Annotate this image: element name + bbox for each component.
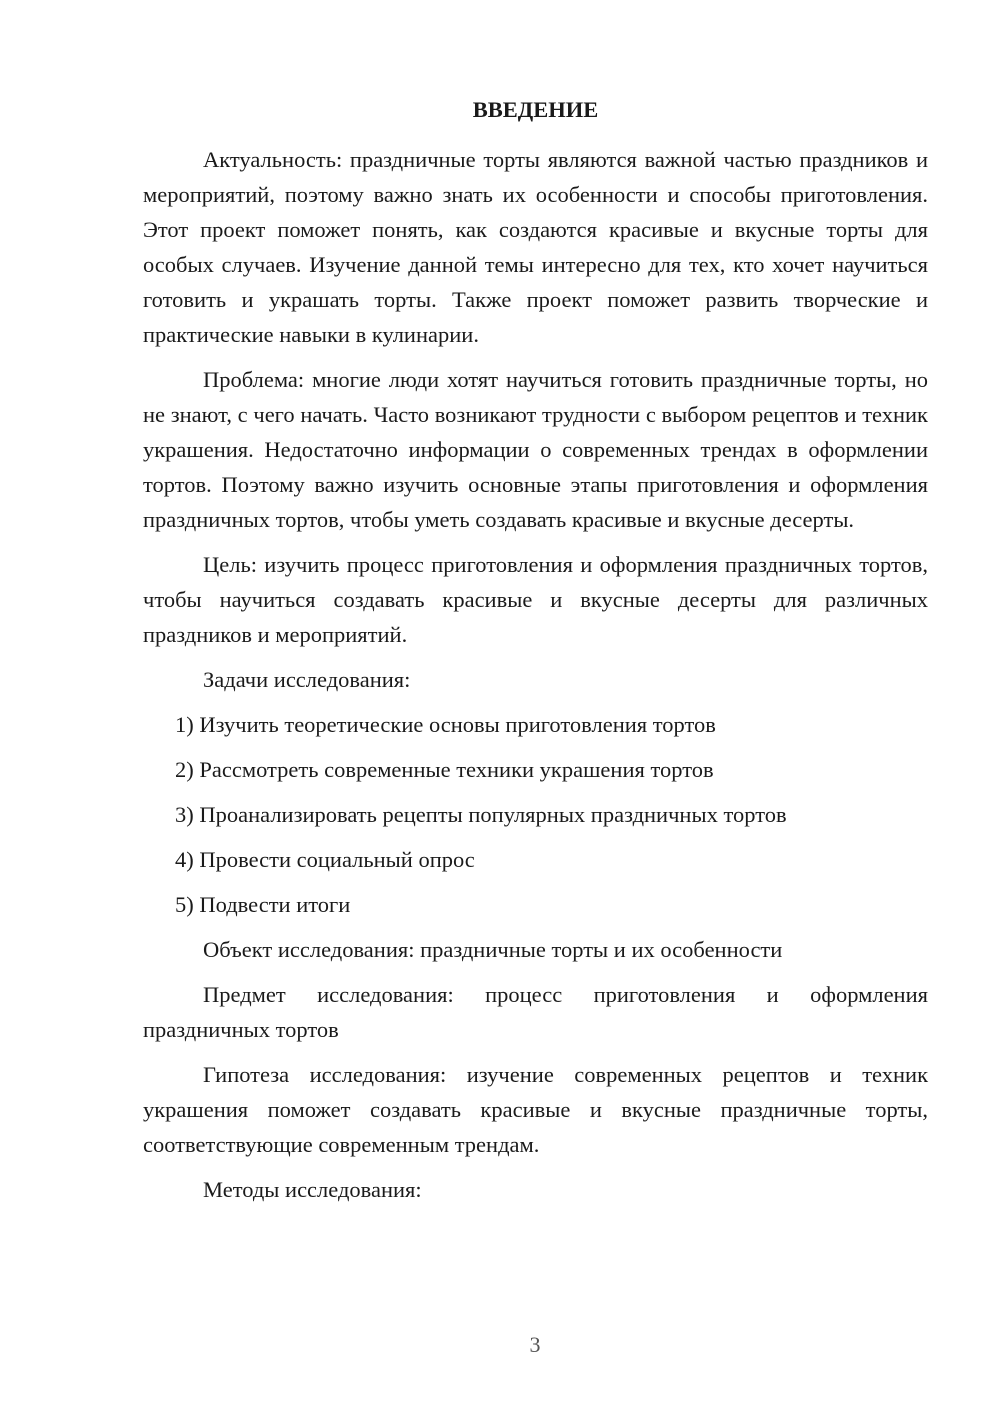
tasks-heading: Задачи исследования: — [203, 667, 411, 692]
list-item: 3) Проанализировать рецепты популярных праздничных тортов — [175, 802, 787, 827]
list-item: 2) Рассмотреть современные техники украшения тортов — [175, 757, 714, 782]
goal-paragraph: Цель: изучить процесс приготовления и оформления праздничных тортов, чтобы научиться создавать красивые и вкусные десерты для различных праздников и мероприятий. — [143, 552, 928, 647]
relevance-paragraph: Актуальность: праздничные торты являются важной частью праздников и мероприятий, поэтому важно знать их особенности и способы приготовления. Этот проект поможет понять, как создаются красивые и вкусные торты для особых случаев. Изучение данной темы интересно для тех, кто хочет научиться готовить и украшать торты. Также проект поможет развить творческие и практические навыки в кулинарии. — [143, 147, 928, 347]
subject-paragraph: Предмет исследования: процесс приготовления и оформления праздничных тортов — [143, 982, 928, 1042]
list-item: 5) Подвести итоги — [175, 892, 351, 917]
list-item: 1) Изучить теоретические основы приготовления тортов — [175, 712, 716, 737]
list-item: 4) Провести социальный опрос — [175, 847, 475, 872]
hypothesis-paragraph: Гипотеза исследования: изучение современных рецептов и техник украшения поможет создавать красивые и вкусные праздничные торты, соответствующие современным трендам. — [143, 1062, 928, 1157]
section-title: ВВЕДЕНИЕ — [472, 97, 599, 122]
object-paragraph: Объект исследования: праздничные торты и их особенности — [203, 937, 783, 962]
methods-heading: Методы исследования: — [203, 1177, 422, 1202]
problem-paragraph: Проблема: многие люди хотят научиться готовить праздничные торты, но не знают, с чего начать. Часто возникают трудности с выбором рецептов и техник украшения. Недостаточно информации о современных трендах в оформлении тортов. Поэтому важно изучить основные этапы приготовления и оформления праздничных тортов, чтобы уметь создавать красивые и вкусные десерты. — [143, 367, 928, 532]
document-page — [143, 88, 928, 1217]
page-number: 3 — [529, 1332, 541, 1357]
tasks-list — [143, 707, 928, 922]
